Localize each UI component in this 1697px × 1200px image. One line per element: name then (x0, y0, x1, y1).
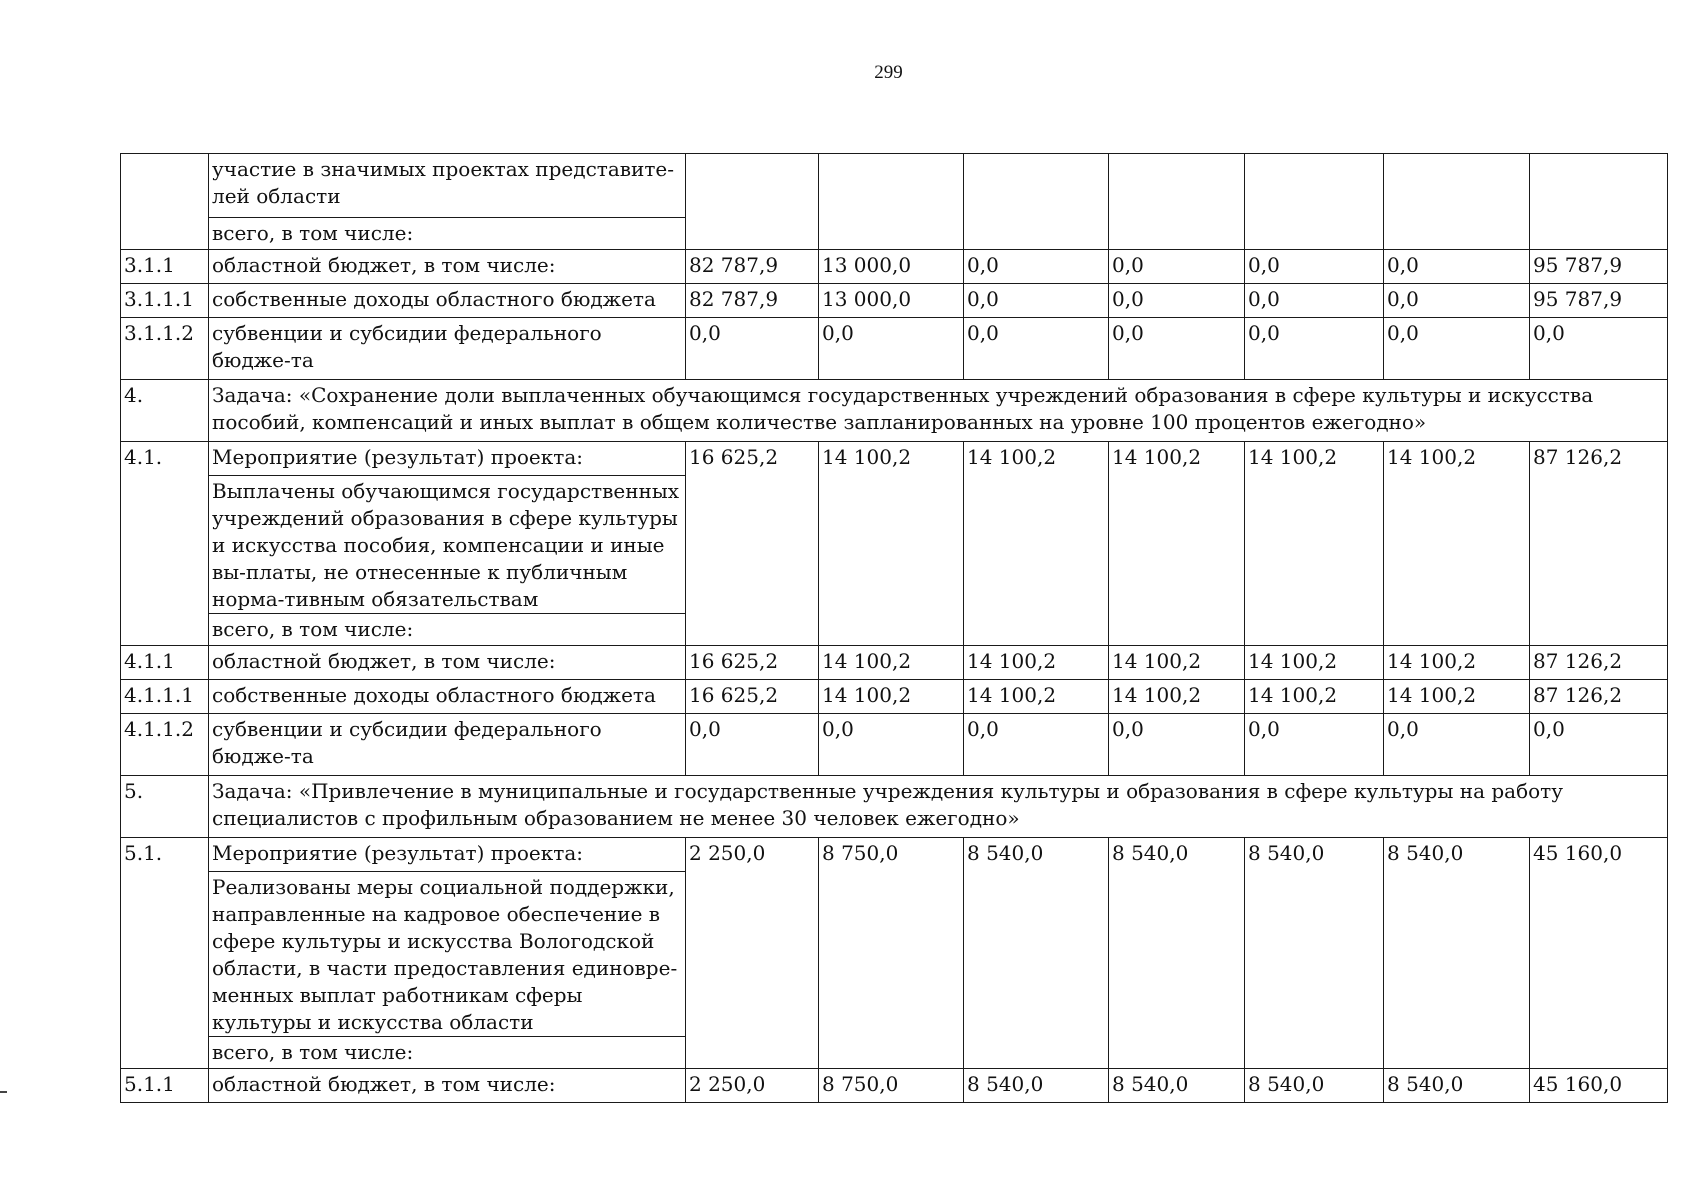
value-cell: 14 100,2 (1245, 646, 1384, 680)
table-row (121, 154, 1668, 218)
row-label: областной бюджет, в том числе: (209, 250, 686, 284)
table-row (121, 318, 1668, 380)
value-cell: 14 100,2 (819, 646, 964, 680)
section-code: 4. (121, 380, 209, 442)
activity-description: Реализованы меры социальной поддержки, направленные на кадровое обеспечение в сфере культуры и искусства Вологодской области, в части предоставления единовре-менных выплат работникам сферы культуры и искусства области (209, 872, 686, 1037)
value-cell: 8 540,0 (1384, 838, 1530, 1069)
value-cell: 0,0 (1109, 714, 1245, 776)
row-label: областной бюджет, в том числе: (209, 646, 686, 680)
code-cell: 4.1.1 (121, 646, 209, 680)
value-cell: 0,0 (1530, 714, 1668, 776)
value-cell: 8 540,0 (1245, 838, 1384, 1069)
value-cell: 0,0 (1109, 318, 1245, 380)
code-cell: 3.1.1 (121, 250, 209, 284)
value-cell: 14 100,2 (1245, 442, 1384, 646)
activity-heading: Мероприятие (результат) проекта: (209, 838, 686, 872)
value-cell: 82 787,9 (686, 250, 819, 284)
value-cell: 95 787,9 (1530, 250, 1668, 284)
value-cell: 87 126,2 (1530, 646, 1668, 680)
value-cell: 14 100,2 (1109, 442, 1245, 646)
value-cell: 14 100,2 (819, 442, 964, 646)
value-cell: 14 100,2 (1384, 646, 1530, 680)
value-cell: 14 100,2 (1384, 442, 1530, 646)
code-cell: 4.1.1.2 (121, 714, 209, 776)
value-cell: 0,0 (1245, 284, 1384, 318)
value-cell: 13 000,0 (819, 284, 964, 318)
table-row (121, 714, 1668, 776)
value-cell: 16 625,2 (686, 680, 819, 714)
value-cell: 0,0 (686, 318, 819, 380)
value-cell: 0,0 (1109, 284, 1245, 318)
activity-label: участие в значимых проектах представите-лей области (209, 154, 686, 218)
table-row (121, 380, 1668, 442)
page-number: 299 (874, 62, 903, 83)
row-label: субвенции и субсидии федерального бюдже-та (209, 318, 686, 380)
value-cell: 0,0 (819, 714, 964, 776)
value-cell: 2 250,0 (686, 1069, 819, 1103)
code-cell: 5.1.1 (121, 1069, 209, 1103)
code-cell (121, 154, 209, 250)
value-cell: 8 540,0 (1109, 838, 1245, 1069)
table-row (121, 646, 1668, 680)
value-cell: 0,0 (1109, 250, 1245, 284)
value-cell: 8 540,0 (1245, 1069, 1384, 1103)
code-cell: 4.1. (121, 442, 209, 646)
table-row (121, 776, 1668, 838)
value-cell: 0,0 (964, 318, 1109, 380)
value-cell: 14 100,2 (1109, 646, 1245, 680)
activity-description: Выплачены обучающимся государственных учреждений образования в сфере культуры и искусства пособия, компенсации и иные вы-платы, не отнесенные к публичным норма-тивным обязательствам (209, 476, 686, 614)
row-label: субвенции и субсидии федерального бюдже-та (209, 714, 686, 776)
value-cell: 14 100,2 (1384, 680, 1530, 714)
value-cell: 13 000,0 (819, 250, 964, 284)
row-label: собственные доходы областного бюджета (209, 680, 686, 714)
value-cell: 14 100,2 (1245, 680, 1384, 714)
activity-heading: Мероприятие (результат) проекта: (209, 442, 686, 476)
value-cell: 14 100,2 (964, 646, 1109, 680)
value-cell: 0,0 (819, 318, 964, 380)
value-cell: 0,0 (1245, 714, 1384, 776)
value-cell: 0,0 (1245, 250, 1384, 284)
value-cell: 16 625,2 (686, 442, 819, 646)
value-cell: 8 540,0 (1109, 1069, 1245, 1103)
task-heading: Задача: «Привлечение в муниципальные и государственные учреждения культуры и образования в сфере культуры на работу специалистов с профильным образованием не менее 30 человек ежегодно» (209, 776, 1668, 838)
value-cell: 0,0 (964, 250, 1109, 284)
value-cell: 0,0 (686, 714, 819, 776)
table-row (121, 442, 1668, 476)
table-row (121, 1069, 1668, 1103)
task-heading: Задача: «Сохранение доли выплаченных обучающимся государственных учреждений образования в сфере культуры и искусства пособий, компенсаций и иных выплат в общем количестве запланированных на уровне 100 процентов ежегодно» (209, 380, 1668, 442)
value-cell: 0,0 (1384, 318, 1530, 380)
value-cell: 16 625,2 (686, 646, 819, 680)
table-row (121, 250, 1668, 284)
total-label: всего, в том числе: (209, 218, 686, 250)
table-row (121, 284, 1668, 318)
value-cell: 0,0 (1384, 250, 1530, 284)
table-row (121, 680, 1668, 714)
value-cell: 82 787,9 (686, 284, 819, 318)
row-label: собственные доходы областного бюджета (209, 284, 686, 318)
scan-edge-mark (0, 1091, 7, 1093)
total-label: всего, в том числе: (209, 614, 686, 646)
budget-table (120, 153, 1668, 1103)
value-cell: 45 160,0 (1530, 1069, 1668, 1103)
value-cell: 2 250,0 (686, 838, 819, 1069)
value-cell: 87 126,2 (1530, 680, 1668, 714)
value-cell: 8 540,0 (964, 1069, 1109, 1103)
value-cell: 45 160,0 (1530, 838, 1668, 1069)
value-cell: 0,0 (964, 714, 1109, 776)
code-cell: 4.1.1.1 (121, 680, 209, 714)
value-cell: 0,0 (1384, 714, 1530, 776)
value-cell: 8 540,0 (964, 838, 1109, 1069)
value-cell: 0,0 (1530, 318, 1668, 380)
value-cell: 0,0 (964, 284, 1109, 318)
table-row (121, 838, 1668, 872)
value-cell: 8 750,0 (819, 1069, 964, 1103)
section-code: 5. (121, 776, 209, 838)
value-cell: 0,0 (1384, 284, 1530, 318)
value-cell: 87 126,2 (1530, 442, 1668, 646)
value-cell: 8 750,0 (819, 838, 964, 1069)
value-cell: 14 100,2 (819, 680, 964, 714)
value-cell: 8 540,0 (1384, 1069, 1530, 1103)
value-cell: 95 787,9 (1530, 284, 1668, 318)
value-cell: 14 100,2 (964, 680, 1109, 714)
row-label: областной бюджет, в том числе: (209, 1069, 686, 1103)
value-cell: 14 100,2 (1109, 680, 1245, 714)
value-cell: 14 100,2 (964, 442, 1109, 646)
code-cell: 3.1.1.2 (121, 318, 209, 380)
code-cell: 5.1. (121, 838, 209, 1069)
total-label: всего, в том числе: (209, 1037, 686, 1069)
value-cell: 0,0 (1245, 318, 1384, 380)
code-cell: 3.1.1.1 (121, 284, 209, 318)
